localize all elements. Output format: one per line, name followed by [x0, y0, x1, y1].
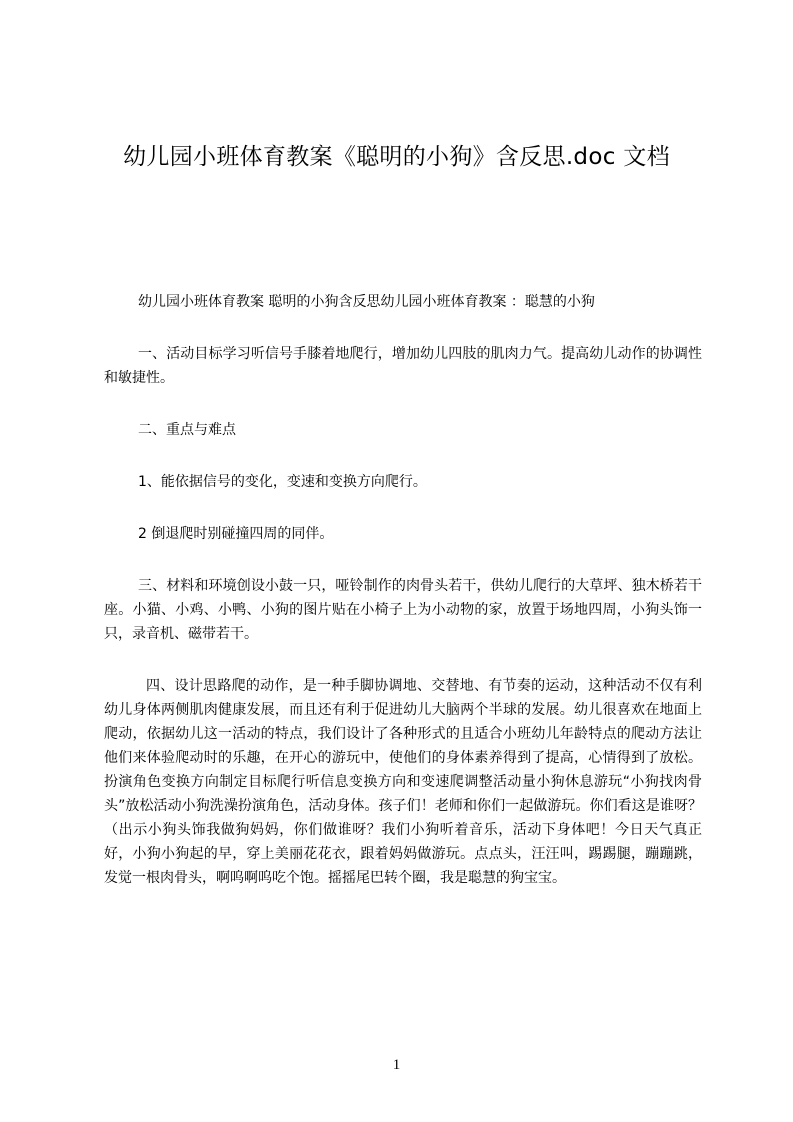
paragraph-design: 四、设计思路爬的动作，是一种手脚协调地、交替地、有节奏的运动，这种活动不仅有利幼儿身体两侧肌肉健康发展，而且还有利于促进幼儿大脑两个半球的发展。幼儿很喜欢在地面上爬动，依据幼儿这一活动的特点，我们设计了各种形式的且适合小班幼儿年龄特点的爬动方法让他们来体验爬动时的乐趣，在开心的游玩中，使他们的身体素养得到了提高，心情得到了放松。扮演角色变换方向制定目标爬行听信息变换方向和变速爬调整活动量小狗休息游玩“小狗找肉骨头”放松活动小狗洗澡扮演角色，活动身体。孩子们！老师和你们一起做游玩。你们看这是谁呀？（出示小狗头饰我做狗妈妈，你们做谁呀？我们小狗听着音乐，活动下身体吧！今日天气真正好，小狗小狗起的早，穿上美丽花花衣，跟着妈妈做游玩。点点头，汪汪叫，踢踢腿，蹦蹦跳，发觉一根肉骨头，啊呜啊呜吃个饱。摇摇尾巴转个圈，我是聪慧的狗宝宝。 [104, 678, 702, 886]
paragraph-materials: 三、材料和环境创设小鼓一只，哑铃制作的肉骨头若干，供幼儿爬行的大草坪、独木桥若干座。小猫、小鸡、小鸭、小狗的图片贴在小椅子上为小动物的家，放置于场地四周，小狗头饰一只，录音机、磁带若干。 [104, 578, 702, 642]
page-number: 1 [392, 1057, 401, 1073]
document-subtitle: 幼儿园小班体育教案 聪明的小狗含反思幼儿园小班体育教案 ：聪慧的小狗 [138, 294, 595, 310]
paragraph-key-point-2: 2 倒退爬时别碰撞四周的同伴。 [138, 526, 334, 542]
paragraph-goals: 一、活动目标学习听信号手膝着地爬行，增加幼儿四肢的肌肉力气。提高幼儿动作的协调性和敏捷性。 [104, 346, 702, 386]
paragraph-key-point-1: 1、能依据信号的变化，变速和变换方向爬行。 [138, 474, 427, 490]
document-title: 幼儿园小班体育教案《聪明的小狗》含反思.doc 文档 [123, 144, 670, 170]
paragraph-key-points-heading: 二、重点与难点 [138, 422, 236, 438]
document-body [104, 290, 702, 890]
